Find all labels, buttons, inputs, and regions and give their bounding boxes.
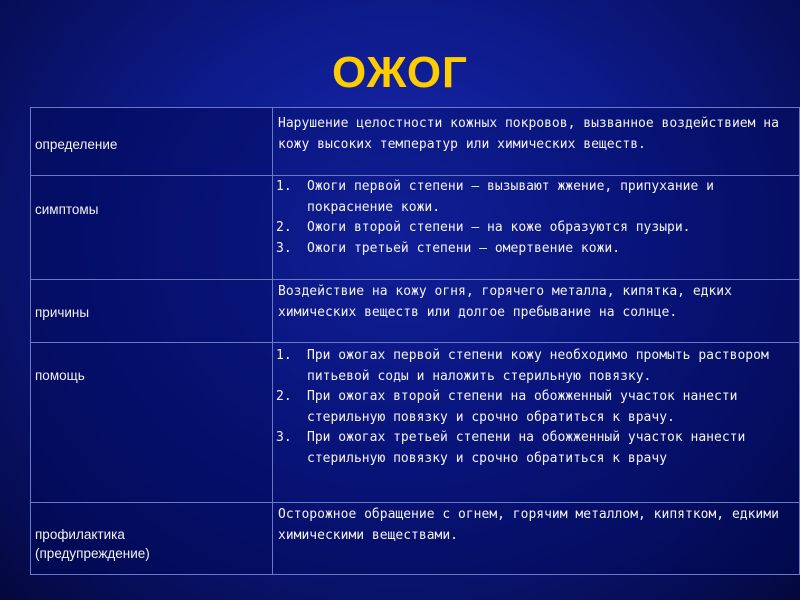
row-label-cell xyxy=(31,503,273,575)
table-row xyxy=(31,108,800,176)
slide-title: ОЖОГ xyxy=(332,48,468,97)
row-label-cell xyxy=(31,280,273,343)
label-symptoms: симптомы xyxy=(35,202,99,217)
table-row xyxy=(31,503,800,575)
causes-text: Воздействие на кожу огня, горячего металла, кипятка, едких химических веществ или долгое пребывание на солнце. xyxy=(278,284,732,320)
label-definition: определение xyxy=(35,137,118,152)
list-item: 2. При ожогах второй степени на обожженный участок нанести стерильную повязку и срочно обратиться к врачу. xyxy=(276,389,738,425)
table-row xyxy=(31,280,800,343)
label-help: помощь xyxy=(35,368,85,383)
label-prevention: профилактика (предупреждение) xyxy=(35,527,150,561)
prevention-text: Осторожное обращение с огнем, горячим металлом, кипятком, едкими химическими веществами. xyxy=(278,507,779,543)
row-label-cell xyxy=(31,343,273,503)
list-item: 1. При ожогах первой степени кожу необходимо промыть раствором питьевой соды и наложить стерильную повязку. xyxy=(276,348,769,384)
row-content-cell xyxy=(273,108,800,176)
definition-text: Нарушение целостности кожных покровов, вызванное воздействием на кожу высоких температур или химических веществ. xyxy=(278,116,779,152)
row-content-cell xyxy=(273,280,800,343)
row-content-cell xyxy=(273,503,800,575)
burn-info-table xyxy=(30,107,800,575)
list-item: 3. Ожоги третьей степени – омертвение кожи. xyxy=(276,240,621,256)
label-causes: причины xyxy=(35,305,90,320)
help-list xyxy=(273,343,799,469)
row-label-cell xyxy=(31,108,273,176)
list-item: 2. Ожоги второй степени – на коже образуются пузыри. xyxy=(276,220,691,235)
list-item: 3. При ожогах третьей степени на обожженный участок нанести стерильную повязку и срочно обратиться к врачу xyxy=(276,430,746,466)
table-row xyxy=(31,343,800,503)
row-content-cell xyxy=(273,176,800,280)
symptoms-list xyxy=(273,176,799,259)
table-row xyxy=(31,176,800,280)
list-item: 1. Ожоги первой степени – вызывают жжение, припухание и покраснение кожи. xyxy=(276,179,714,215)
row-label-cell xyxy=(31,176,273,280)
row-content-cell xyxy=(273,343,800,503)
